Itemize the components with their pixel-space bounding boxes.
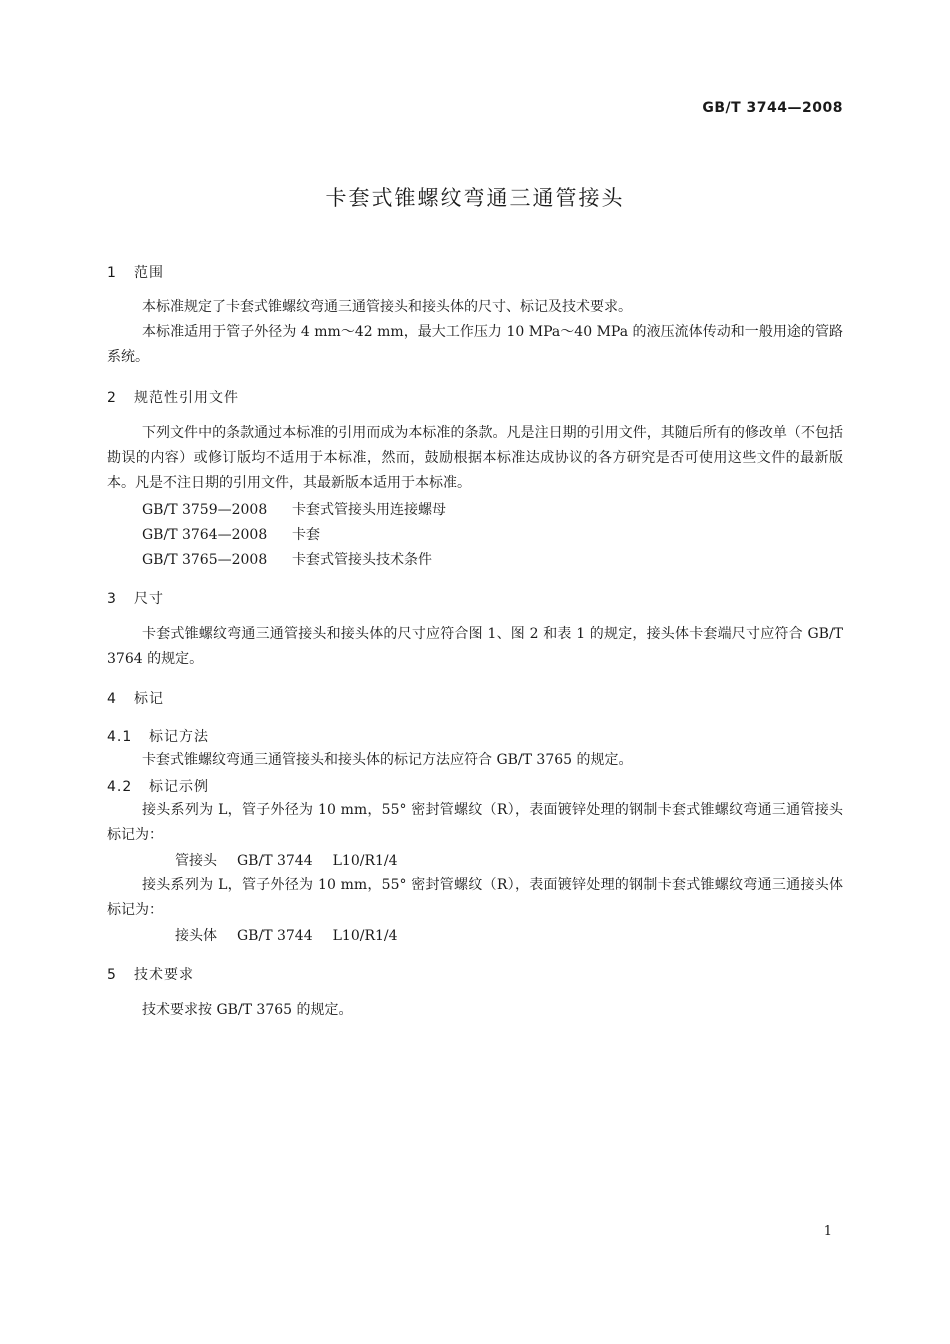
- marking-standard: GB/T 3744: [237, 853, 313, 869]
- section-2-paragraph-1: 下列文件中的条款通过本标准的引用而成为本标准的条款。凡是注日期的引用文件，其随后所有的修改单（不包括勘误的内容）或修订版均不适用于本标准，然而，鼓励根据本标准达成协议的各方研究是否可使用这些文件的最新版本。凡是不注日期的引用文件，其最新版本适用于本标准。: [107, 425, 843, 491]
- marking-part: 接头体: [175, 928, 217, 944]
- marking-spec: L10/R1/4: [332, 928, 398, 944]
- section-title: 规范性引用文件: [134, 390, 239, 406]
- section-number: 5: [107, 967, 117, 983]
- reference-code: GB/T 3759—2008: [142, 502, 268, 518]
- section-5-heading: [107, 964, 194, 984]
- section-number: 1: [107, 265, 117, 281]
- reference-title: 卡套式管接头用连接螺母: [292, 502, 446, 518]
- subsection-number: 4.1: [107, 729, 133, 745]
- subsection-4-1-heading: [107, 726, 209, 746]
- section-title: 标记: [134, 691, 164, 707]
- reference-item: [142, 549, 432, 569]
- marking-standard: GB/T 3744: [237, 928, 313, 944]
- marking-spec: L10/R1/4: [332, 853, 398, 869]
- reference-title: 卡套: [292, 527, 320, 543]
- section-title: 技术要求: [134, 967, 194, 983]
- section-number: 4: [107, 691, 117, 707]
- subsection-title: 标记示例: [149, 779, 209, 795]
- subsection-number: 4.2: [107, 779, 133, 795]
- reference-title: 卡套式管接头技术条件: [292, 552, 432, 568]
- reference-code: GB/T 3764—2008: [142, 527, 268, 543]
- section-title: 尺寸: [134, 591, 164, 607]
- marking-example-1-text: 接头系列为 L，管子外径为 10 mm，55° 密封管螺纹（R），表面镀锌处理的钢制卡套式锥螺纹弯通三通管接头标记为：: [107, 802, 843, 843]
- section-5-paragraph-1: 技术要求按 GB/T 3765 的规定。: [142, 1002, 353, 1018]
- section-number: 3: [107, 591, 117, 607]
- marking-example-1: [175, 850, 418, 870]
- section-1-heading: [107, 262, 164, 282]
- section-3-paragraph-1: 卡套式锥螺纹弯通三通管接头和接头体的尺寸应符合图 1、图 2 和表 1 的规定，接头体卡套端尺寸应符合 GB/T 3764 的规定。: [107, 626, 843, 667]
- section-title: 范围: [134, 265, 164, 281]
- reference-item: [142, 524, 320, 544]
- page-number: 1: [823, 1224, 832, 1239]
- section-1-paragraph-2: 本标准适用于管子外径为 4 mm～42 mm，最大工作压力 10 MPa～40 MPa 的液压流体传动和一般用途的管路系统。: [107, 324, 843, 365]
- section-2-heading: [107, 387, 239, 407]
- section-3-heading: [107, 588, 164, 608]
- subsection-4-1-paragraph: 卡套式锥螺纹弯通三通管接头和接头体的标记方法应符合 GB/T 3765 的规定。: [142, 752, 633, 768]
- marking-part: 管接头: [175, 853, 217, 869]
- reference-item: [142, 499, 446, 519]
- standard-code: GB/T 3744—2008: [702, 100, 843, 116]
- section-number: 2: [107, 390, 117, 406]
- section-1-paragraph-1: 本标准规定了卡套式锥螺纹弯通三通管接头和接头体的尺寸、标记及技术要求。: [142, 299, 632, 315]
- section-4-heading: [107, 688, 164, 708]
- document-title: 卡套式锥螺纹弯通三通管接头: [325, 186, 625, 210]
- marking-example-2: [175, 925, 418, 945]
- marking-example-2-text: 接头系列为 L，管子外径为 10 mm，55° 密封管螺纹（R），表面镀锌处理的钢制卡套式锥螺纹弯通三通接头体标记为：: [107, 877, 843, 918]
- subsection-title: 标记方法: [149, 729, 209, 745]
- subsection-4-2-heading: [107, 776, 209, 796]
- reference-code: GB/T 3765—2008: [142, 552, 268, 568]
